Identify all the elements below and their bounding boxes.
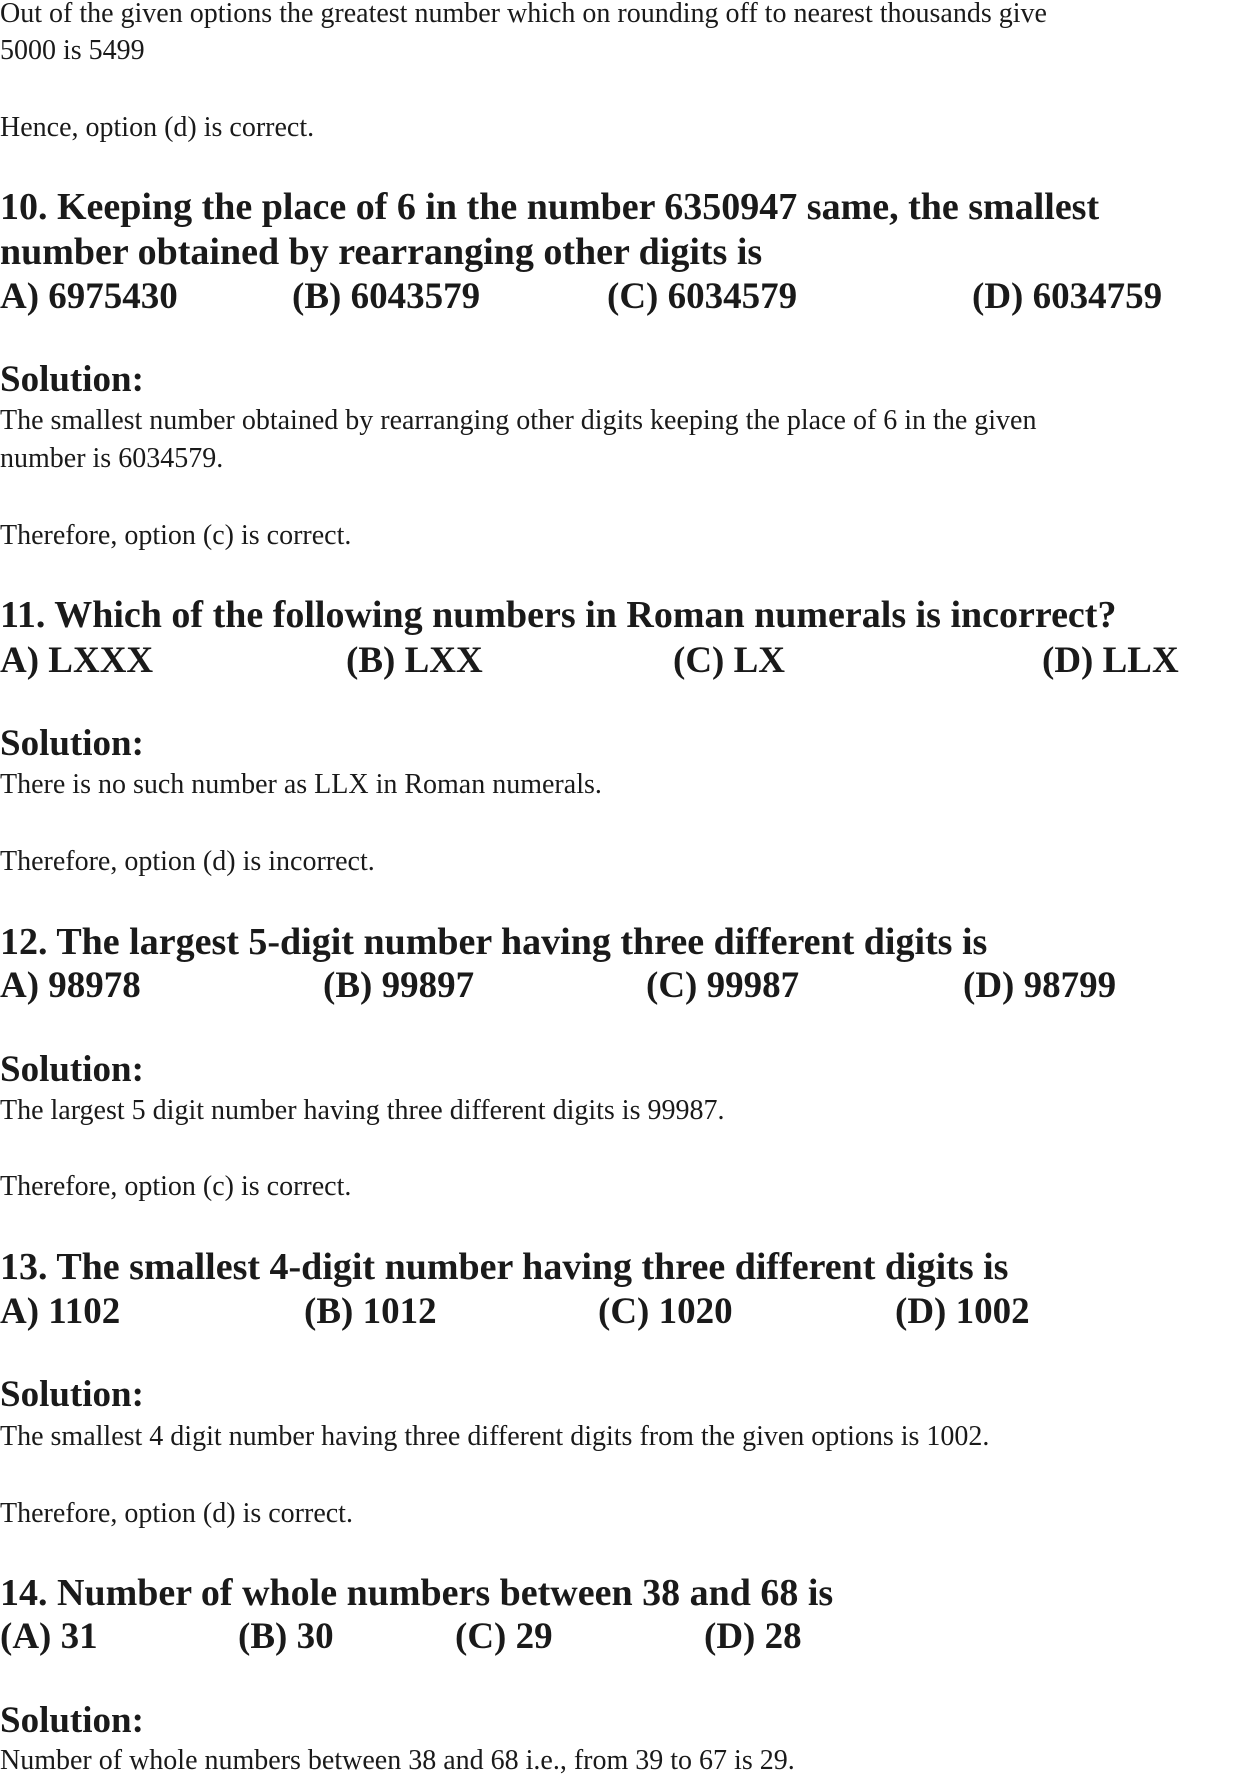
question-12-option-a: A) 98978 bbox=[0, 965, 141, 1006]
solution-heading: Solution: bbox=[0, 359, 144, 400]
question-11-option-d: (D) LLX bbox=[1042, 640, 1179, 681]
solution-text: Number of whole numbers between 38 and 68 i.e., from 39 to 67 is 29. bbox=[0, 1745, 795, 1776]
intro-conclusion: Hence, option (d) is correct. bbox=[0, 112, 315, 143]
solution-conclusion: Therefore, option (d) is correct. bbox=[0, 1498, 353, 1529]
solution-conclusion: Therefore, option (d) is incorrect. bbox=[0, 846, 375, 877]
question-14-option-c: (C) 29 bbox=[455, 1616, 553, 1657]
solution-heading: Solution: bbox=[0, 1374, 144, 1415]
question-10-option-c: (C) 6034579 bbox=[607, 276, 798, 317]
solution-text: number is 6034579. bbox=[0, 443, 224, 474]
question-14-title: 14. Number of whole numbers between 38 and 68 is bbox=[0, 1572, 834, 1614]
question-10-option-d: (D) 6034759 bbox=[972, 276, 1163, 317]
question-14-option-a: (A) 31 bbox=[0, 1616, 98, 1657]
intro-text-line: Out of the given options the greatest number which on rounding off to nearest thousands give bbox=[0, 0, 1047, 29]
question-11-option-b: (B) LXX bbox=[346, 640, 483, 681]
question-13-option-c: (C) 1020 bbox=[598, 1291, 733, 1332]
question-13-option-d: (D) 1002 bbox=[895, 1291, 1030, 1332]
solution-heading: Solution: bbox=[0, 1049, 144, 1090]
solution-text: The smallest 4 digit number having three different digits from the given options is 1002. bbox=[0, 1421, 990, 1452]
question-14-option-b: (B) 30 bbox=[238, 1616, 334, 1657]
question-10-option-b: (B) 6043579 bbox=[292, 276, 481, 317]
question-12-title: 12. The largest 5-digit number having three different digits is bbox=[0, 921, 988, 963]
question-10-title: 10. Keeping the place of 6 in the number 6350947 same, the smallest bbox=[0, 186, 1100, 228]
question-10-option-a: A) 6975430 bbox=[0, 276, 178, 317]
intro-text-line: 5000 is 5499 bbox=[0, 35, 145, 66]
solution-conclusion: Therefore, option (c) is correct. bbox=[0, 520, 352, 551]
question-12-option-d: (D) 98799 bbox=[963, 965, 1117, 1006]
question-12-option-c: (C) 99987 bbox=[646, 965, 800, 1006]
question-14-option-d: (D) 28 bbox=[704, 1616, 802, 1657]
solution-heading: Solution: bbox=[0, 723, 144, 764]
solution-conclusion: Therefore, option (c) is correct. bbox=[0, 1171, 352, 1202]
question-11-option-c: (C) LX bbox=[673, 640, 786, 681]
solution-heading: Solution: bbox=[0, 1700, 144, 1741]
question-11-option-a: A) LXXX bbox=[0, 640, 154, 681]
question-13-option-a: A) 1102 bbox=[0, 1291, 121, 1332]
question-12-option-b: (B) 99897 bbox=[323, 965, 475, 1006]
question-13-title: 13. The smallest 4-digit number having three different digits is bbox=[0, 1246, 1009, 1288]
question-10-title-cont: number obtained by rearranging other digits is bbox=[0, 231, 763, 273]
solution-text: There is no such number as LLX in Roman numerals. bbox=[0, 769, 602, 800]
solution-text: The smallest number obtained by rearranging other digits keeping the place of 6 in the given bbox=[0, 405, 1037, 436]
solution-text: The largest 5 digit number having three different digits is 99987. bbox=[0, 1095, 725, 1126]
question-11-title: 11. Which of the following numbers in Roman numerals is incorrect? bbox=[0, 594, 1117, 636]
question-13-option-b: (B) 1012 bbox=[304, 1291, 437, 1332]
